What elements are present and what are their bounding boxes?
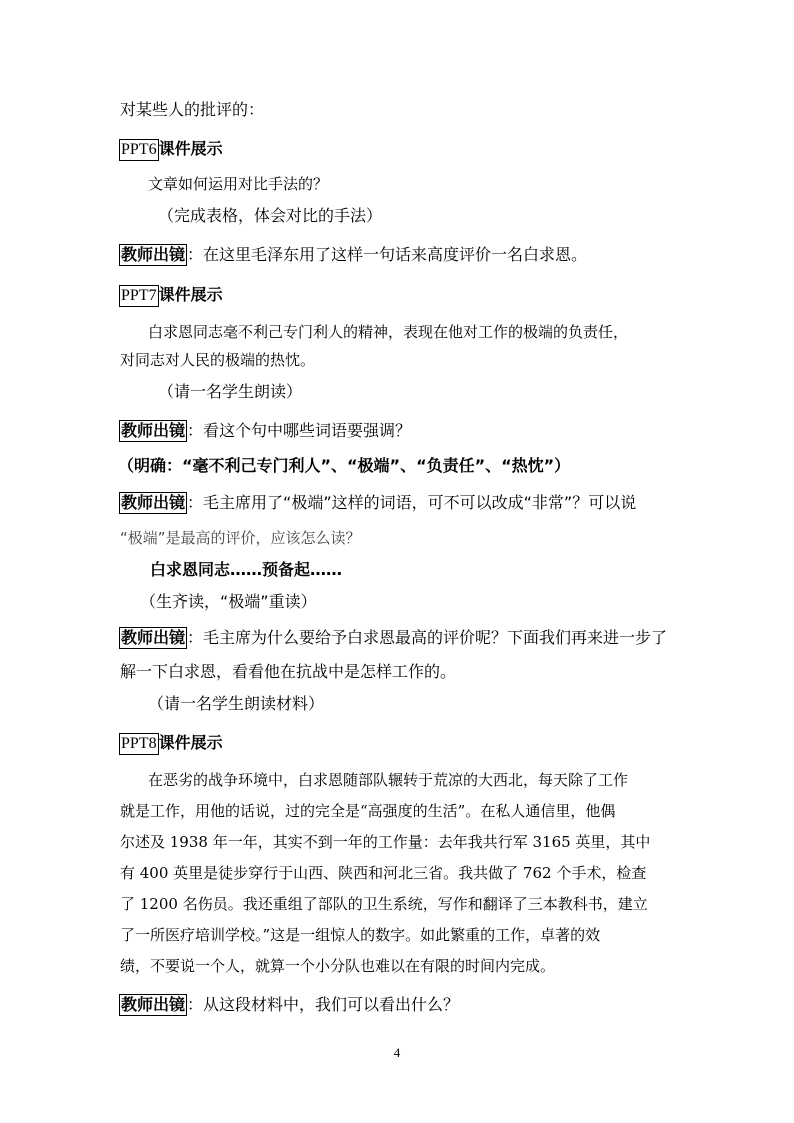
colon: ： (187, 245, 204, 264)
material-line-2: 就是工作，用他的话说，过的完全是“高强度的生活”。在私人通信里，他偶 (120, 802, 616, 820)
teacher-line-3 (119, 492, 636, 514)
ppt6-code-box: PPT6 (119, 139, 159, 161)
ppt7-quote-line-1: 白求恩同志毫不利己专门利人的精神，表现在他对工作的极端的负责任， (148, 323, 629, 341)
teacher-line-2 (119, 420, 411, 442)
intro-line: 对某些人的批评的： (120, 100, 265, 119)
ppt6-note: （完成表格，体会对比的手法） (158, 206, 383, 225)
teacher-label-box: 教师出镜 (121, 245, 186, 264)
ppt8-code-box: PPT8 (119, 733, 159, 755)
material-line-7: 绩，不要说一个人，就算一个小分队也难以在有限的时间内完成。 (120, 957, 556, 975)
material-line-4: 有 400 英里是徒步穿行于山西、陕西和河北三省。我共做了 762 个手术，检查 (120, 864, 647, 882)
colon: ： (187, 628, 204, 647)
teacher-text-3-continued: “极端”是最高的评价，应该怎么读？ (120, 529, 361, 547)
teacher-text-5: 从这段材料中，我们可以看出什么？ (203, 995, 460, 1014)
teacher-text-4: 毛主席为什么要给予白求恩最高的评价呢？下面我们再来进一步了 (203, 628, 668, 647)
reading-note: （生齐读，“极端”重读） (140, 592, 317, 611)
teacher-text-1: 在这里毛泽东用了这样一句话来高度评价一名白求恩。 (203, 245, 588, 264)
ppt6-label: 课件展示 (158, 139, 223, 158)
teacher-line-5 (119, 994, 459, 1016)
material-line-5: 了 1200 名伤员。我还重组了部队的卫生系统，写作和翻译了三本教科书，建立 (120, 895, 648, 913)
ppt7-heading (119, 285, 223, 307)
ppt7-note: （请一名学生朗读） (158, 382, 303, 401)
reading-cue: 白求恩同志……预备起…… (150, 560, 343, 579)
ppt7-code-box: PPT7 (119, 285, 159, 307)
ppt8-label: 课件展示 (158, 733, 223, 752)
material-line-3: 尔述及 1938 年一年，其实不到一年的工作量：去年我共行军 3165 英里，其中 (120, 833, 651, 851)
teacher-line-1 (119, 244, 587, 266)
colon: ： (187, 995, 204, 1014)
ppt8-heading (119, 733, 223, 755)
ppt6-heading (119, 139, 223, 161)
ppt7-quote-line-2: 对同志对人民的极端的热忱。 (120, 351, 316, 369)
colon: ： (187, 421, 204, 440)
teacher-text-2: 看这个句中哪些词语要强调？ (203, 421, 412, 440)
teacher-line-4 (119, 627, 667, 649)
ppt6-question: 文章如何运用对比手法的？ (148, 175, 329, 193)
teacher-4-note: （请一名学生朗读材料） (148, 694, 325, 713)
colon: ： (187, 493, 204, 512)
teacher-label-box: 教师出镜 (121, 421, 186, 440)
teacher-text-3: 毛主席用了“极端”这样的词语，可不可以改成“非常”？可以说 (203, 493, 637, 512)
material-line-6: 了一所医疗培训学校。”这是一组惊人的数字。如此繁重的工作，卓著的效 (120, 926, 601, 944)
teacher-label-box: 教师出镜 (121, 995, 186, 1014)
teacher-text-4-continued: 解一下白求恩，看看他在抗战中是怎样工作的。 (120, 662, 457, 681)
answer-line: （明确：“毫不利己专门利人”、“极端”、“负责任”、“热忱”） (118, 456, 571, 475)
teacher-label-box: 教师出镜 (121, 493, 186, 512)
material-line-1: 在恶劣的战争环境中，白求恩随部队辗转于荒凉的大西北，每天除了工作 (148, 771, 629, 789)
ppt7-label: 课件展示 (158, 285, 223, 304)
page-number: 4 (393, 1045, 401, 1060)
teacher-label-box: 教师出镜 (121, 628, 186, 647)
